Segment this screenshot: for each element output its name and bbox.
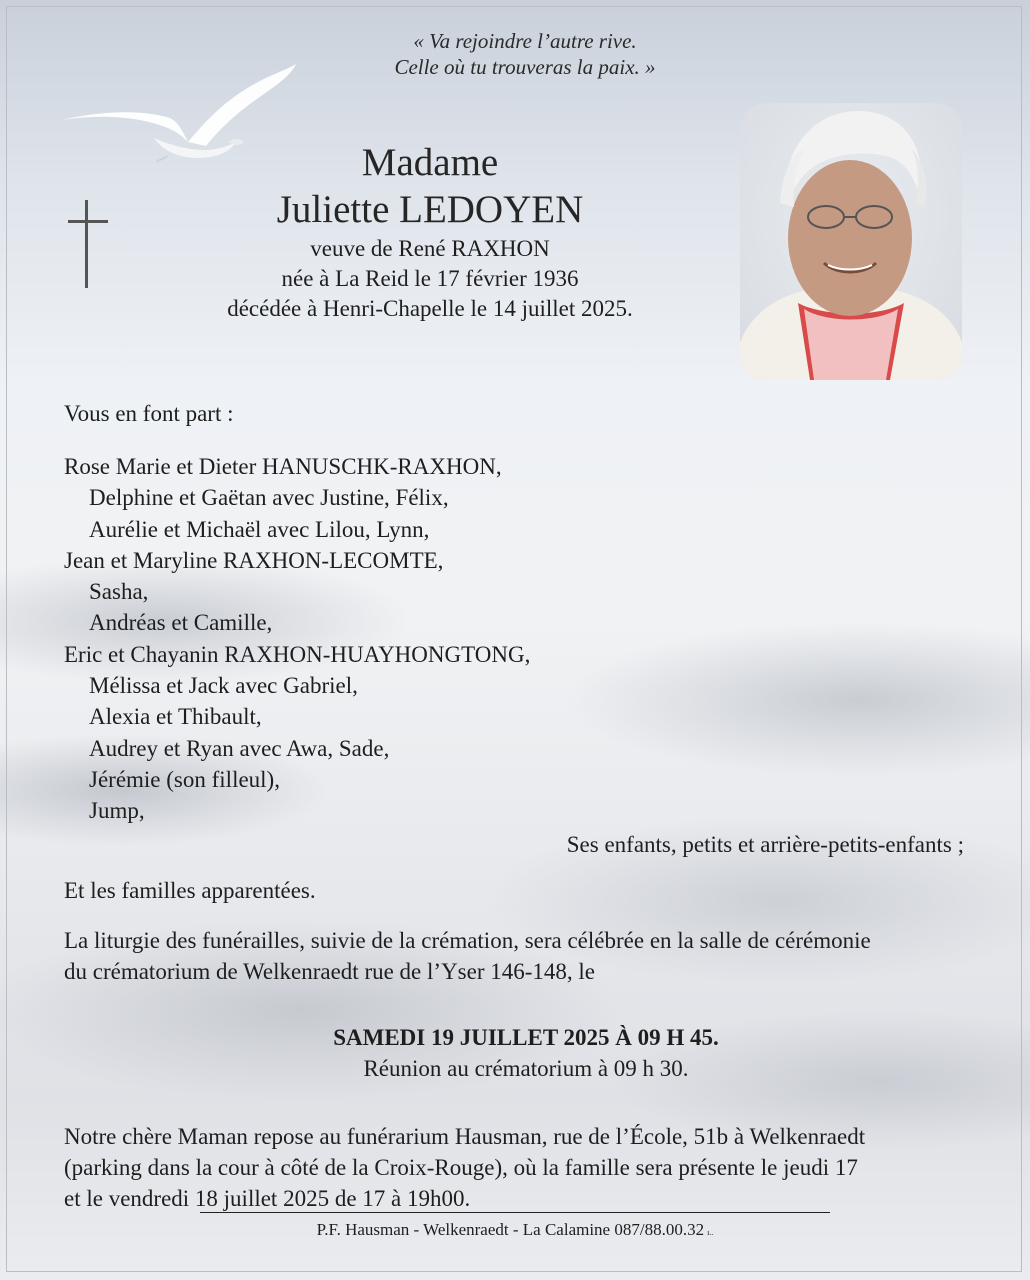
portrait-photo <box>740 103 962 380</box>
liturgy-paragraph <box>64 925 984 987</box>
ceremony-date: SAMEDI 19 JUILLET 2025 À 09 H 45. <box>333 1025 719 1050</box>
liturgy-line-1: La liturgie des funérailles, suivie de la crémation, sera célébrée en la salle de cérémonie <box>64 928 871 953</box>
family-list <box>64 451 964 827</box>
liturgy-line-2: du crématorium de Welkenraedt rue de l’Yser 146-148, le <box>64 959 595 984</box>
ceremony-block <box>0 1022 1030 1084</box>
footer-divider <box>200 1212 830 1213</box>
family-line: Audrey et Ryan avec Awa, Sade, <box>89 735 390 761</box>
family-line: Alexia et Thibault, <box>89 704 262 730</box>
family-line: Jérémie (son filleul), <box>89 766 280 792</box>
widow-line: veuve de René RAXHON <box>310 236 550 261</box>
birth-line: née à La Reid le 17 février 1936 <box>281 266 579 291</box>
gathering-time: Réunion au crématorium à 09 h 30. <box>363 1056 689 1081</box>
quote-line-1: « Va rejoindre l’autre rive. <box>413 29 637 53</box>
death-line: décédée à Henri-Chapelle le 14 juillet 2025. <box>227 296 633 321</box>
related-families-line: Et les familles apparentées. <box>64 878 316 903</box>
relation-line: Ses enfants, petits et arrière-petits-enfants ; <box>566 832 964 857</box>
visitation-line-2: (parking dans la cour à côté de la Croix-Rouge), où la famille sera présente le jeudi 17 <box>64 1155 858 1180</box>
family-line: Eric et Chayanin RAXHON-HUAYHONGTONG, <box>64 641 531 667</box>
family-line: Jump, <box>89 798 145 824</box>
honorific-title: Madame <box>361 141 499 184</box>
cross-icon <box>66 198 110 290</box>
family-line: Andréas et Camille, <box>89 610 273 636</box>
family-line: Delphine et Gaëtan avec Justine, Félix, <box>89 485 449 511</box>
family-line: Rose Marie et Dieter HANUSCHK-RAXHON, <box>64 454 502 479</box>
visitation-line-3: et le vendredi 18 juillet 2025 de 17 à 19h00. <box>64 1186 471 1211</box>
visitation-paragraph <box>64 1121 984 1214</box>
funeral-home-footer <box>0 1218 1030 1245</box>
deceased-header <box>160 140 700 324</box>
quote-line-2: Celle où tu trouveras la paix. » <box>394 55 656 79</box>
family-line: Jean et Maryline RAXHON-LECOMTE, <box>64 547 444 573</box>
family-line: Mélissa et Jack avec Gabriel, <box>89 673 358 699</box>
footer-mark: ı.. <box>707 1228 714 1237</box>
family-line: Aurélie et Michaël avec Lilou, Lynn, <box>89 516 430 542</box>
family-line: Sasha, <box>89 579 149 605</box>
intro-text: Vous en font part : <box>64 401 234 426</box>
visitation-line-1: Notre chère Maman repose au funérarium Hausman, rue de l’École, 51b à Welkenraedt <box>64 1124 866 1149</box>
footer-text: P.F. Hausman - Welkenraedt - La Calamine 087/88.00.32 <box>316 1220 705 1239</box>
deceased-name: Juliette LEDOYEN <box>276 188 584 231</box>
